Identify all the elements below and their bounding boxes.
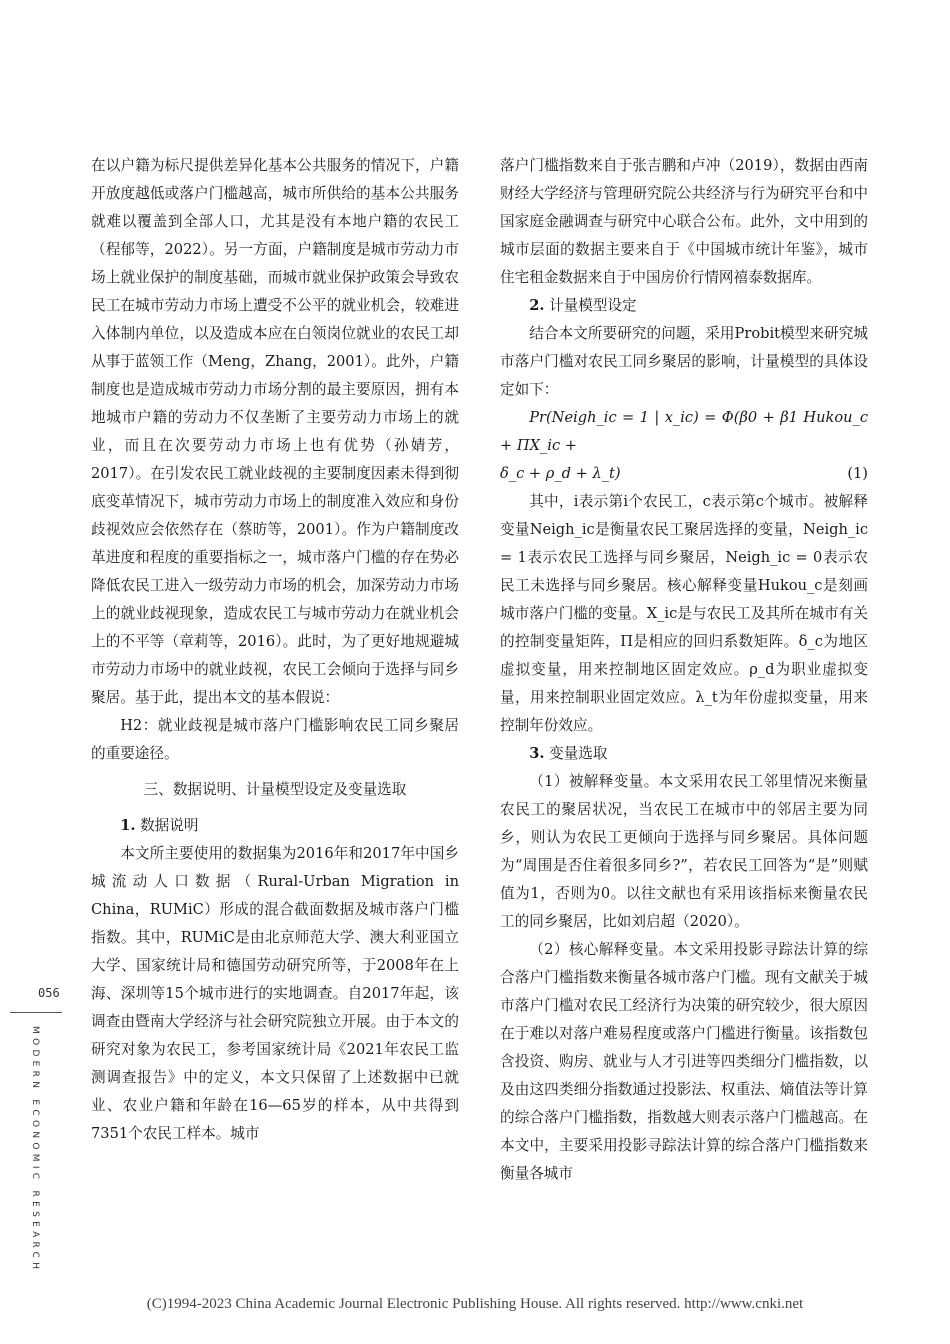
subsection-number: 2. [529, 297, 545, 314]
subsection-number: 1. [120, 817, 136, 834]
body-paragraph: 在以户籍为标尺提供差异化基本公共服务的情况下，户籍开放度越低或落户门槛越高，城市所供给的基本公共服务就难以覆盖到全部人口，尤其是没有本地户籍的农民工（程郁等，2022）。另一方面，户籍制度是城市劳动力市场上就业保护的制度基础，而城市就业保护政策会导致农民工在城市劳动力市场上遭受不公平的就业机会，较难进入体制内单位，以及造成本应在白领岗位就业的农民工却从事于蓝领工作（Meng，Zhang，2001）。此外，户籍制度也是造成城市劳动力市场分割的最主要原因，拥有本地城市户籍的劳动力不仅垄断了主要劳动力市场上的就业，而且在次要劳动力市场上也有优势（孙婧芳，2017）。在引发农民工就业歧视的主要制度因素未得到彻底变革情况下，城市劳动力市场上的制度准入效应和身份歧视效应会依然存在（蔡昉等，2001）。作为户籍制度改革进度和程度的重要指标之一，城市落户门槛的存在势必降低农民工进入一级劳动力市场的机会，加深劳动力市场上的就业歧视现象，造成农民工与城市劳动力在就业机会上的不平等（章莉等，2016）。此时，为了更好地规避城市劳动力市场中的就业歧视，农民工会倾向于选择与同乡聚居。基于此，提出本文的基本假说： [91, 157, 459, 706]
subsection-heading [91, 812, 459, 840]
equation [500, 404, 868, 488]
subsection-title: 变量选取 [549, 745, 608, 762]
equation-line: Pr(Neigh_ic = 1 | x_ic) = Φ(β0 + β1 Hukou_c + ΠX_ic + [500, 409, 868, 454]
section-heading: 三、数据说明、计量模型设定及变量选取 [143, 781, 407, 798]
body-paragraph: 落户门槛指数来自于张吉鹏和卢冲（2019），数据由西南财经大学经济与管理研究院公共经济与行为研究平台和中国家庭金融调查与研究中心联合公布。此外，文中用到的城市层面的数据主要来自于《中国城市统计年鉴》，城市住宅租金数据来自于中国房价行情网禧泰数据库。 [500, 157, 868, 286]
hypothesis-h2: H2：就业歧视是城市落户门槛影响农民工同乡聚居的重要途径。 [91, 717, 459, 762]
body-paragraph: 其中，i表示第i个农民工，c表示第c个城市。被解释变量Neigh_ic是衡量农民工聚居选择的变量，Neigh_ic = 1表示农民工选择与同乡聚居，Neigh_ic = 0表示农民工未选择与同乡聚居。核心解释变量Hukou_c是刻画城市落户门槛的变量。X_ic是与农民工及其所在城市有关的控制变量矩阵，Π是相应的回归系数矩阵。δ_c为地区虚拟变量，用来控制地区固定效应。ρ_d为职业虚拟变量，用来控制职业固定效应。λ_t为年份虚拟变量，用来控制年份效应。 [500, 493, 868, 734]
body-paragraph: （2）核心解释变量。本文采用投影寻踪法计算的综合落户门槛指数来衡量各城市落户门槛。现有文献关于城市落户门槛对农民工经济行为决策的研究较少，很大原因在于难以对落户难易程度或落户门槛进行衡量。该指数包含投资、购房、就业与人才引进等四类细分门槛指数，以及由这四类细分指数通过投影法、权重法、熵值法等计算的综合落户门槛指数，指数越大则表示落户门槛越高。在本文中，主要采用投影寻踪法计算的综合落户门槛指数来衡量各城市 [500, 941, 868, 1182]
right-column [500, 152, 868, 1188]
side-divider [10, 1012, 62, 1013]
journal-name-vertical: MODERN ECONOMIC RESEARCH [30, 1026, 40, 1274]
subsection-title: 计量模型设定 [549, 297, 637, 314]
copyright-footer: (C)1994-2023 China Academic Journal Electronic Publishing House. All rights reserved. http://www.cnki.net [146, 1296, 804, 1312]
body-paragraph: （1）被解释变量。本文采用农民工邻里情况来衡量农民工的聚居状况，当农民工在城市中的邻居主要为同乡，则认为农民工更倾向于选择与同乡聚居。具体问题为“周围是否住着很多同乡?”，若农民工回答为“是”则赋值为1，否则为0。以往文献也有采用该指标来衡量农民工的同乡聚居，比如刘启超（2020）。 [500, 773, 868, 930]
subsection-heading [500, 292, 868, 320]
body-paragraph: 结合本文所要研究的问题，采用Probit模型来研究城市落户门槛对农民工同乡聚居的影响，计量模型的具体设定如下： [500, 325, 868, 398]
subsection-heading [500, 740, 868, 768]
left-column [91, 152, 459, 1148]
subsection-title: 数据说明 [140, 817, 199, 834]
equation-line: δ_c + ρ_d + λ_t) [500, 465, 621, 482]
page-number: 056 [38, 986, 60, 1000]
body-paragraph: 本文所主要使用的数据集为2016年和2017年中国乡城流动人口数据（Rural-Urban Migration in China，RUMiC）形成的混合截面数据及城市落户门槛指数。其中，RUMiC是由北京师范大学、澳大利亚国立大学、国家统计局和德国劳动研究所等，于2008年在上海、深圳等15个城市进行的实地调查。自2017年起，该调查由暨南大学经济与社会研究院独立开展。由于本文的研究对象为农民工，参考国家统计局《2021年农民工监测调查报告》中的定义，本文只保留了上述数据中已就业、农业户籍和年龄在16—65岁的样本，从中共得到7351个农民工样本。城市 [91, 845, 459, 1142]
equation-number: (1) [847, 465, 868, 482]
subsection-number: 3. [529, 745, 545, 762]
